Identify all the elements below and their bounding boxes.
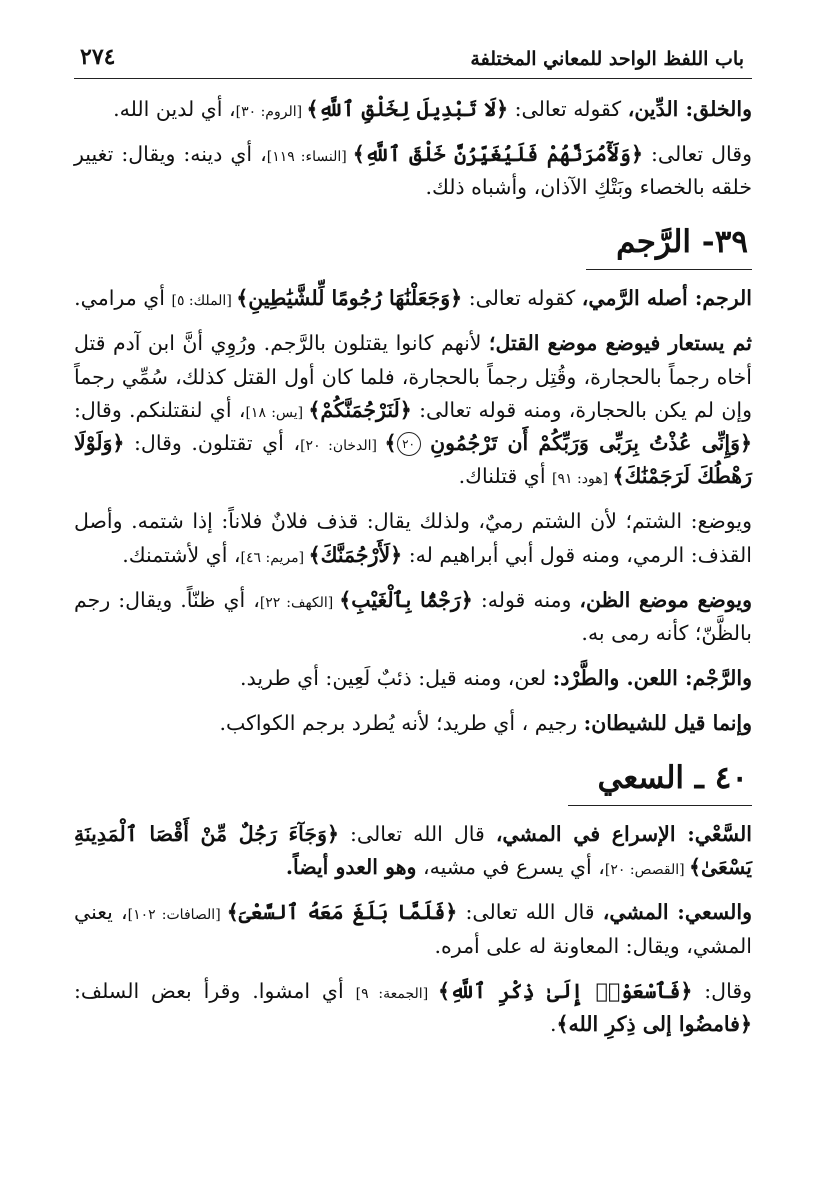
paragraph-fasaw: وقال: ﴿فَٱسْعَوْا۟ إِلَىٰ ذِكْرِ ٱللَّهِ﴾ [الجمعة: ٩] أي امشوا. وقرأ بعض السلف: ﴿فامضُوا إلى ذِكرِ الله﴾. [74, 978, 753, 1037]
paragraph-taghyir: وقال تعالى: ﴿وَلَأٓمُرَنَّهُمْ فَلَيُغَيِّرُنَّ خَلْقَ ٱللَّهِ﴾ [النساء: ١١٩]، أي دينه: ويقال: تغيير خلقه بالخصاء وبَتْكِ الآذان، وأشباه ذلك. [74, 142, 752, 200]
section-title: ٣٩- الرَّجم [616, 223, 748, 260]
quran-verse: ﴿فَلَمَّا بَلَغَ مَعَهُ ٱلسَّعْىَ﴾ [226, 900, 458, 925]
quran-verse: ﴿رَجْمًۢا بِٱلْغَيْبِ﴾ [339, 587, 473, 612]
paragraph-rajm-ramy: الرجم: أصله الرَّمي، كقوله تعالى: ﴿وَجَعَلْنَٰهَا رُجُومًا لِّلشَّيَٰطِينِ﴾ [الملك: ٥] أي مرامي. [74, 286, 752, 311]
section-heading-rajm [586, 219, 752, 271]
verse-reference: [الروم: ٣٠] [235, 104, 307, 120]
verse-reference: [الصافات: ١٠٢] [127, 907, 227, 924]
paragraph-saey-israa: السَّعْي: الإسراع في المشي، قال الله تعالى: ﴿وَجَآءَ رَجُلٌ مِّنْ أَقْصَا ٱلْمَدِينَةِ يَسْعَىٰ﴾ [القصص: ٢٠]، أي يسرع في مشيه، وهو العدو أيضاً. [74, 822, 752, 880]
quran-verse: ﴿وَجَعَلْنَٰهَا رُجُومًا لِّلشَّيَٰطِينِ﴾ [236, 286, 463, 311]
quran-verse: ﴿وَلَأٓمُرَنَّهُمْ فَلَيُغَيِّرُنَّ خَلْقَ ٱللَّهِ﴾ [352, 142, 643, 167]
quran-verse: ﴿لَا تَبْدِيلَ لِخَلْقِ ٱللَّهِ﴾ [306, 97, 509, 121]
verse-reference: [الدخان: ٢٠] [300, 437, 385, 454]
quran-verse: ﴿وَجَآءَ رَجُلٌ مِّنْ أَقْصَا ٱلْمَدِينَةِ يَسْعَىٰ﴾ [74, 822, 752, 880]
verse-reference: [الجمعة: ٩] [355, 985, 438, 1002]
paragraph-shaytan-rajim: وإنما قيل للشيطان: رجيم ، أي طريد؛ لأنه يُطرد برجم الكواكب. [219, 711, 752, 736]
quran-verse: ﴿وَإِنِّى عُذْتُ بِرَبِّى وَرَبِّكُمْ أَن تَرْجُمُونِ [430, 430, 752, 455]
verse-reference: [الكهف: ٢٢] [259, 594, 340, 611]
page-header [74, 44, 752, 79]
paragraph-saey-mashy: والسعي: المشي، قال الله تعالى: ﴿فَلَمَّا بَلَغَ مَعَهُ ٱلسَّعْىَ﴾ [الصافات: ١٠٢]، يعني المشي، ويقال: المعاونة له على أمره. [74, 900, 752, 958]
verse-reference: [القصص: ٢٠] [604, 862, 690, 879]
verse-reference: [هود: ٩١] [552, 471, 613, 488]
page-number: ٢٧٤ [80, 44, 116, 70]
quran-verse: ﴿لَأَرْجُمَنَّكَ﴾ [308, 542, 403, 567]
paragraph-khalq-din: والخلق: الدِّين، كقوله تعالى: ﴿لَا تَبْدِيلَ لِخَلْقِ ٱللَّهِ﴾ [الروم: ٣٠]، أي لدين الله. [113, 97, 752, 121]
paragraph-rajm-laan: والرَّجْم: اللعن. والطَّرْد: لعن، ومنه قيل: ذئبٌ لَعِين: أي طريد. [240, 666, 752, 691]
paragraph-rajm-zann: ويوضع موضع الظن، ومنه قوله: ﴿رَجْمًۢا بِٱلْغَيْبِ﴾ [الكهف: ٢٢]، أي ظنّاً. ويقال: رجم بالظَّنّ؛ كأنه رمى به. [74, 587, 752, 645]
verse-reference: [الملك: ٥] [171, 293, 237, 310]
verse-reference: [النساء: ١١٩] [266, 149, 353, 166]
quran-verse: ﴿فَٱسْعَوْا۟ إِلَىٰ ذِكْرِ ٱللَّهِ﴾ [438, 978, 693, 1003]
section-heading-saey [568, 755, 753, 807]
quran-verse: ﴿وَلَوْلَا رَهْطُكَ لَرَجَمْنَٰكَ﴾ [74, 430, 752, 489]
verse-reference: [يس: ١٨] [245, 404, 309, 421]
running-title: باب اللفظ الواحد للمعاني المختلفة [470, 48, 744, 70]
quran-verse: ﴿لَنَرْجُمَنَّكُمْ﴾ [308, 397, 412, 422]
paragraph-rajm-shatm: ويوضع: الشتم؛ لأن الشتم رميٌ، ولذلك يقال: قذف فلانٌ فلاناً: إذا شتمه. وأصل القذف: الرمي، ومنه قول أبي أبراهيم له: ﴿لَأَرْجُمَنَّكَ﴾ [مريم: ٤٦]، أي لأشتمنك. [74, 509, 752, 567]
section-title: ٤٠ ـ السعي [597, 759, 748, 796]
verse-number-mark: ٢٠ [397, 432, 421, 456]
verse-reference: [مريم: ٤٦] [240, 549, 309, 566]
quran-verse: ﴿فامضُوا إلى ذِكرِ الله﴾ [556, 1012, 752, 1037]
paragraph-rajm-qatl: ثم يستعار فيوضع موضع القتل؛ لأنهم كانوا يقتلون بالرَّجم. ورُوِي أنَّ ابن آدم قتل أخاه رجماً بالحجارة، وقُتِل رجماً بالحجارة، فلما كان أول القتل كذلك، سُمِّي رجماً وإن لم يكن بالحجارة، ومنه قوله تعالى: ﴿لَنَرْجُمَنَّكُمْ﴾ [يس: ١٨]، أي لنقتلنكم. وقال: ﴿وَإِنِّى عُذْتُ بِرَبِّى وَرَبِّكُمْ أَن تَرْجُمُونِ ٢٠﴾ [الدخان: ٢٠]، أي تقتلون. وقال: ﴿وَلَوْلَا رَهْطُكَ لَرَجَمْنَٰكَ﴾ [هود: ٩١] أي قتلناك. [74, 331, 753, 489]
